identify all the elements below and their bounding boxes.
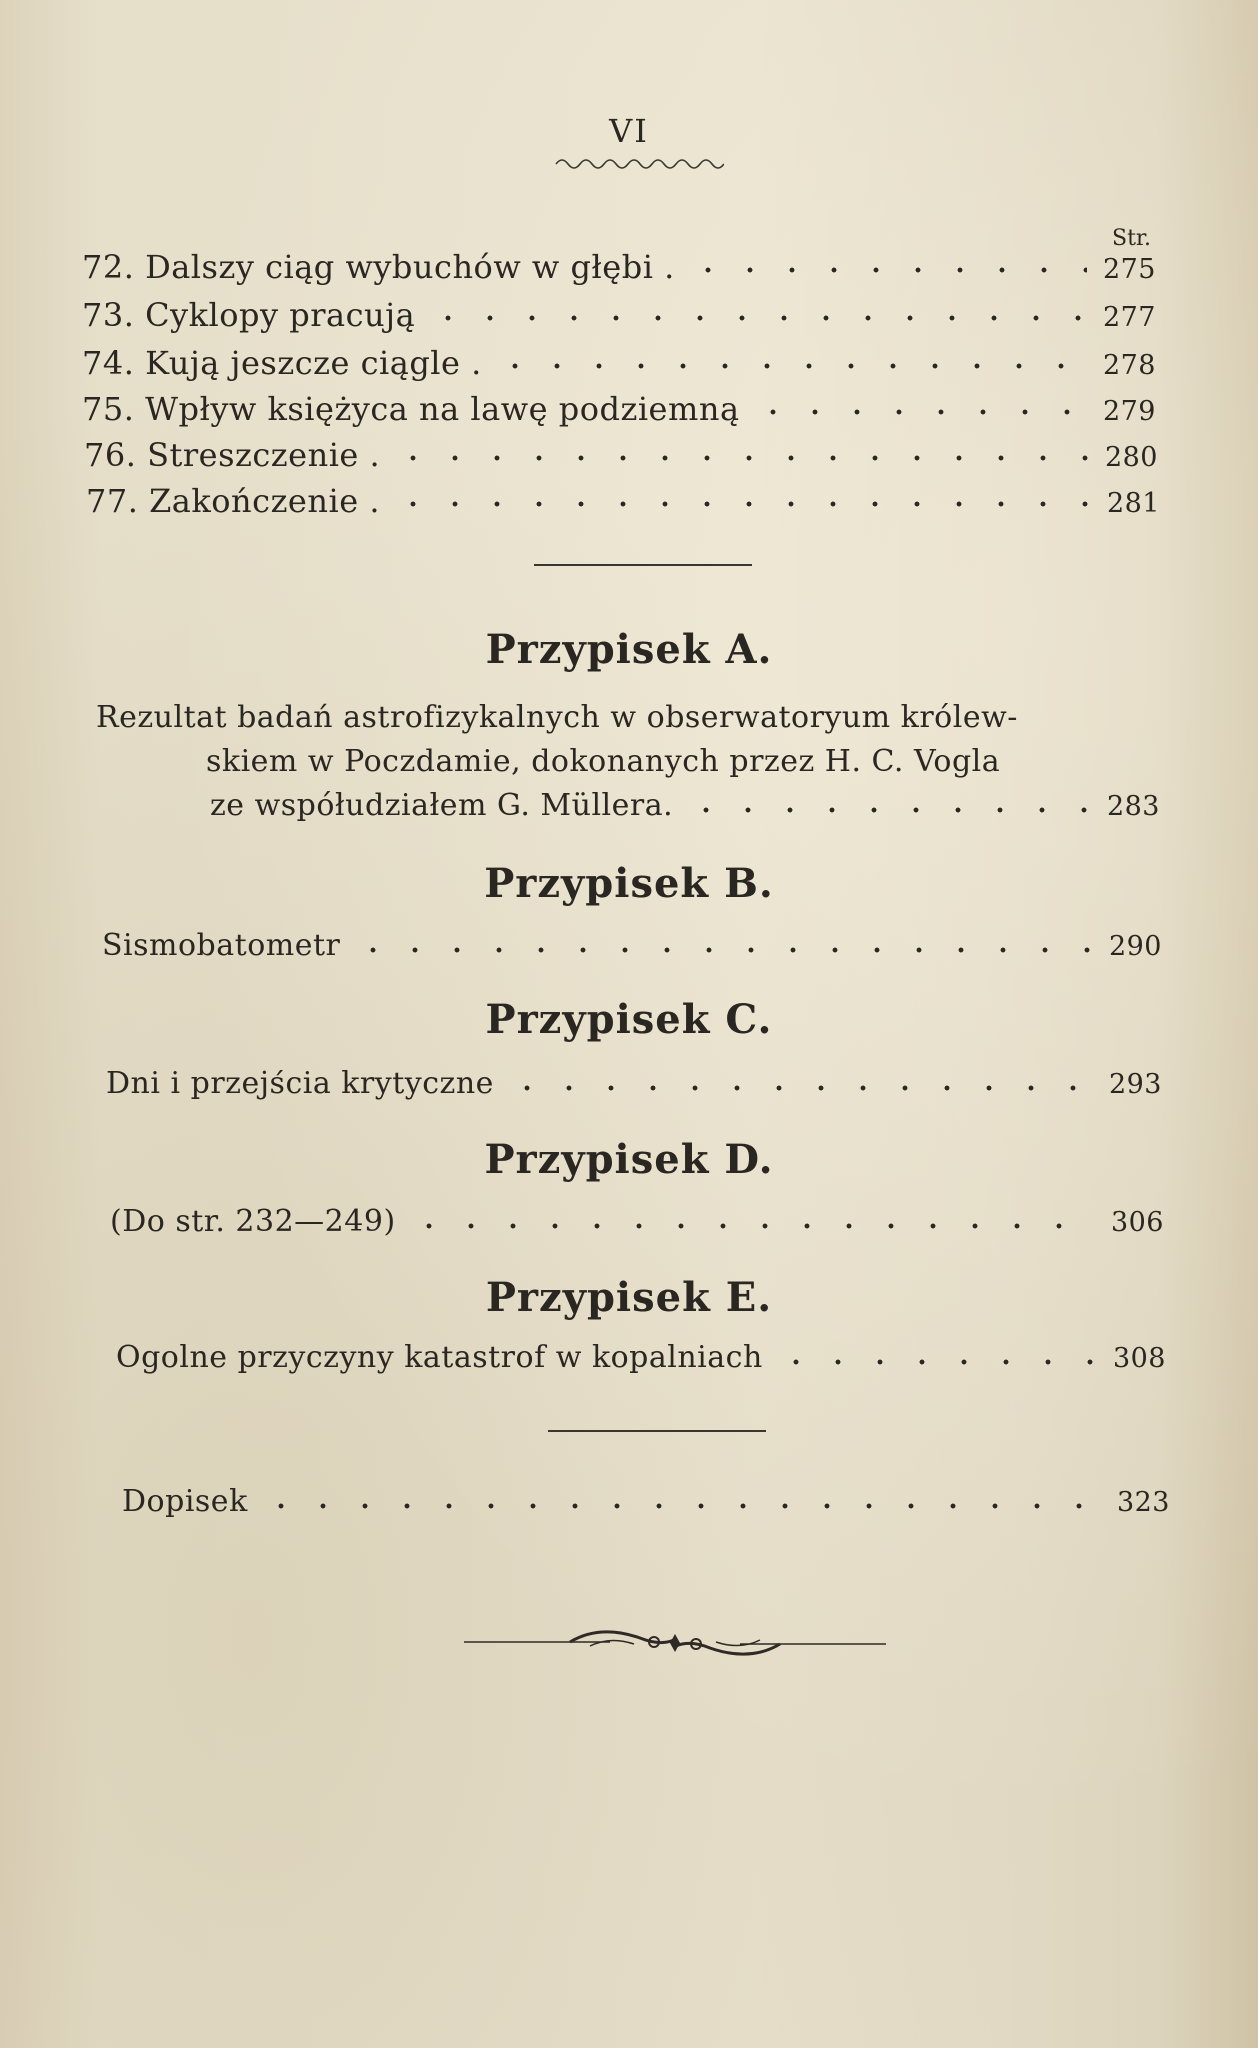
appendix-b-page: 290: [1108, 931, 1162, 962]
appendix-d-text: (Do str. 232—249): [110, 1204, 396, 1239]
appendix-a-page: 283: [1106, 791, 1160, 822]
leader-dots: [352, 945, 1093, 955]
leader-dots: [260, 1501, 1101, 1511]
appendix-d-entry: [110, 1204, 1164, 1248]
leader-dots: [427, 313, 1087, 323]
appendix-b-text: Sismobatometr: [102, 928, 341, 963]
appendix-c-text: Dni i przejścia krytyczne: [106, 1066, 494, 1101]
page-column-label: Str.: [1112, 226, 1152, 251]
leader-dots: [392, 453, 1089, 463]
toc-entry-page: 281: [1106, 488, 1160, 519]
toc-entry-text: 76. Streszczenie .: [84, 436, 381, 474]
appendix-a-heading: Przypisek A.: [485, 626, 773, 673]
appendix-c-page: 293: [1108, 1069, 1162, 1100]
appendix-b-heading: Przypisek B.: [484, 860, 774, 907]
dopisek-text: Dopisek: [122, 1484, 248, 1519]
leader-dots: [408, 1221, 1095, 1231]
toc-entry-text: 77. Zakończenie .: [86, 482, 380, 520]
toc-entry-text: 74. Kują jeszcze ciągle .: [82, 344, 482, 382]
toc-entry: [84, 436, 1158, 480]
appendix-c-entry: [106, 1066, 1162, 1110]
toc-entry-page: 279: [1102, 396, 1156, 427]
appendix-a-text-line: ze współudziałem G. Müllera.: [210, 788, 674, 823]
toc-entry: [86, 482, 1160, 526]
toc-entry-page: 278: [1102, 350, 1156, 381]
leader-dots: [775, 1357, 1097, 1367]
toc-entry: [82, 248, 1156, 292]
section-divider: [548, 1430, 766, 1432]
appendix-c-heading: Przypisek C.: [485, 996, 773, 1043]
appendix-e-entry: [116, 1340, 1166, 1384]
toc-entry-page: 275: [1102, 254, 1156, 285]
leader-dots: [506, 1083, 1093, 1093]
toc-entry: [82, 296, 1156, 340]
toc-entry-page: 277: [1102, 302, 1156, 333]
toc-entry: [82, 344, 1156, 388]
appendix-a-text-line: skiem w Poczdamie, dokonanych przez H. C. Vogla: [206, 744, 1001, 779]
appendix-e-text: Ogolne przyczyny katastrof w kopalniach: [116, 1340, 763, 1375]
appendix-e-heading: Przypisek E.: [485, 1274, 773, 1321]
toc-entry-text: 73. Cyklopy pracują: [82, 296, 416, 334]
leader-dots: [687, 265, 1087, 275]
dopisek-page: 323: [1116, 1487, 1170, 1518]
appendix-d-heading: Przypisek D.: [484, 1136, 774, 1183]
toc-entry-text: 72. Dalszy ciąg wybuchów w głębi .: [82, 248, 675, 286]
toc-entry: [82, 390, 1156, 434]
toc-entry-text: 75. Wpływ księżyca na lawę podziemną: [82, 390, 740, 428]
header-squiggle-ornament: [554, 150, 724, 170]
leader-dots: [392, 499, 1091, 509]
appendix-b-entry: [102, 928, 1162, 972]
leader-dots: [685, 805, 1091, 815]
appendix-d-page: 306: [1110, 1207, 1164, 1238]
toc-entry-page: 280: [1104, 442, 1158, 473]
appendix-a-text-line: Rezultat badań astrofizykalnych w obserwatoryum królew-: [96, 700, 1018, 735]
end-ornament-flourish-icon: [460, 1620, 890, 1670]
leader-dots: [752, 407, 1087, 417]
section-divider: [534, 564, 752, 566]
page-number: VI: [609, 112, 649, 150]
leader-dots: [494, 361, 1087, 371]
appendix-e-page: 308: [1112, 1343, 1166, 1374]
appendix-a-entry: [210, 788, 1160, 832]
dopisek-entry: [122, 1484, 1170, 1528]
